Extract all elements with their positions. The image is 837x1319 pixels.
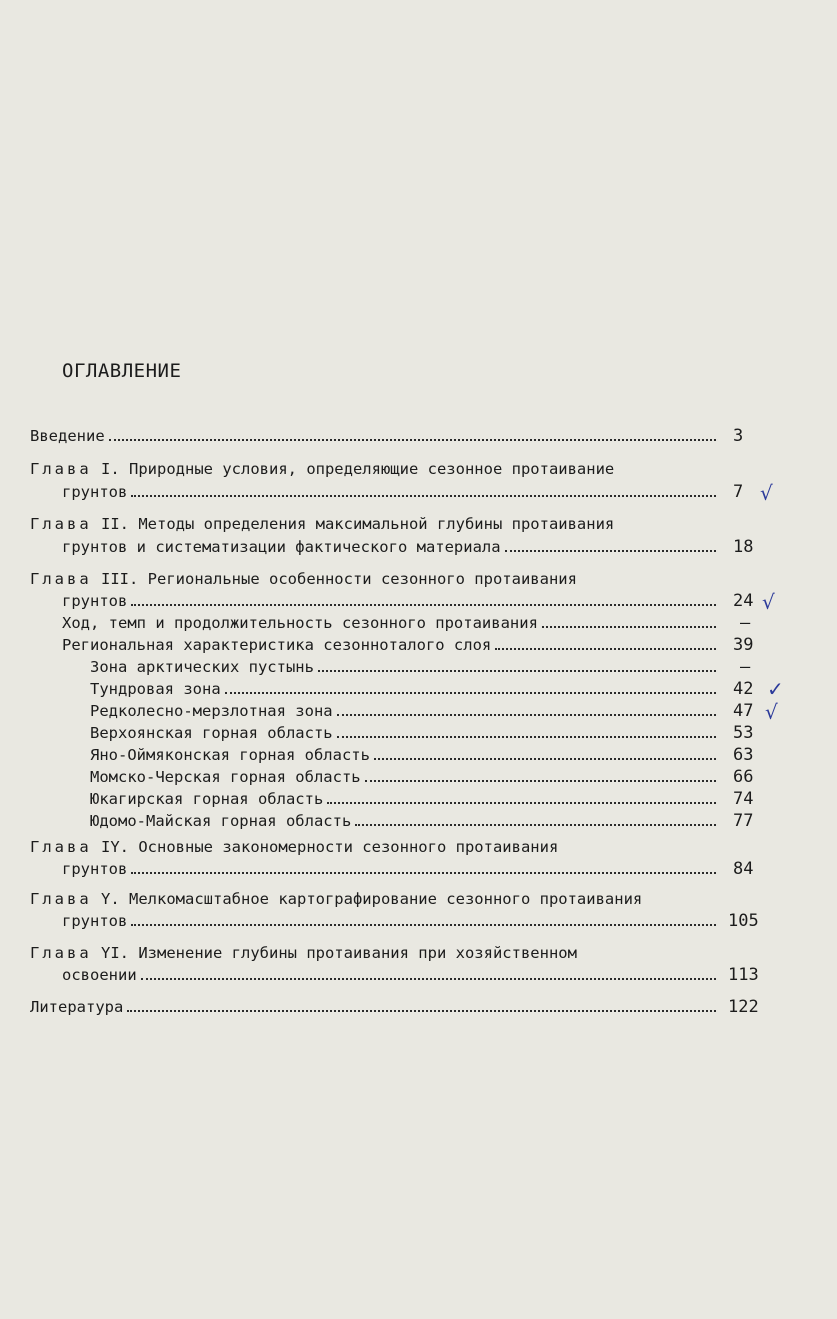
dot-leader bbox=[542, 625, 716, 628]
handwritten-checkmark: √ bbox=[765, 700, 778, 724]
toc-heading: ОГЛАВЛЕНИЕ bbox=[62, 360, 182, 382]
toc-entry-subsection[interactable] bbox=[90, 810, 720, 832]
entry-title: Y. Мелкомасштабное картографирование сезонного протаивания bbox=[101, 890, 643, 908]
chapter-prefix: Глава bbox=[30, 838, 92, 856]
entry-title: Тундровая зона bbox=[90, 680, 221, 698]
entry-title: Региональная характеристика сезонноталого слоя bbox=[62, 636, 492, 654]
page-number: 24 bbox=[733, 591, 754, 611]
entry-title: Ход, темп и продолжительность сезонного протаивания bbox=[62, 614, 538, 632]
entry-title: Литература bbox=[30, 998, 124, 1016]
toc-entry-section[interactable] bbox=[62, 612, 720, 634]
page-number: 66 bbox=[733, 767, 754, 787]
toc-entry-continuation bbox=[62, 910, 720, 932]
dot-leader bbox=[131, 871, 716, 874]
toc-entry-chapter-4[interactable] bbox=[30, 836, 558, 858]
entry-title: освоении bbox=[62, 966, 137, 984]
handwritten-checkmark: ✓ bbox=[767, 677, 784, 701]
chapter-prefix: Глава bbox=[30, 460, 92, 478]
entry-title: Юкагирская горная область bbox=[90, 790, 324, 808]
entry-title: грунтов bbox=[62, 912, 128, 930]
toc-entry-subsection[interactable] bbox=[90, 788, 720, 810]
entry-title: грунтов bbox=[62, 860, 128, 878]
dot-leader bbox=[495, 647, 716, 650]
toc-entry-chapter-2[interactable] bbox=[30, 513, 614, 535]
toc-entry-subsection[interactable] bbox=[90, 678, 720, 700]
dot-leader bbox=[337, 713, 716, 716]
page-number: 47 bbox=[733, 701, 754, 721]
entry-title: грунтов и систематизации фактического материала bbox=[62, 538, 501, 556]
page-number: 42 bbox=[733, 679, 754, 699]
toc-entry-continuation bbox=[62, 964, 720, 986]
entry-title: Редколесно-мерзлотная зона bbox=[90, 702, 333, 720]
entry-title: грунтов bbox=[62, 592, 128, 610]
chapter-prefix: Глава bbox=[30, 515, 92, 533]
dot-leader bbox=[225, 691, 716, 694]
toc-entry-section[interactable] bbox=[62, 634, 720, 656]
entry-title: YI. Изменение глубины протаивания при хозяйственном bbox=[101, 944, 577, 962]
entry-title: IY. Основные закономерности сезонного протаивания bbox=[101, 838, 559, 856]
dot-leader bbox=[365, 779, 716, 782]
dot-leader bbox=[109, 438, 716, 441]
dot-leader bbox=[505, 549, 716, 552]
toc-entry-chapter-1[interactable] bbox=[30, 458, 614, 480]
toc-entry-chapter-5[interactable] bbox=[30, 888, 642, 910]
entry-title: I. Природные условия, определяющие сезонное протаивание bbox=[101, 460, 615, 478]
page-number: 113 bbox=[728, 965, 759, 985]
entry-title: Юдомо-Майская горная область bbox=[90, 812, 352, 830]
entry-title: Зона арктических пустынь bbox=[90, 658, 314, 676]
toc-entry-continuation bbox=[62, 536, 720, 558]
dot-leader bbox=[318, 669, 716, 672]
toc-entry-introduction[interactable] bbox=[30, 425, 720, 447]
page-number: 74 bbox=[733, 789, 754, 809]
toc-entry-continuation bbox=[62, 481, 720, 503]
page-number: – bbox=[740, 657, 751, 677]
entry-title: Введение bbox=[30, 427, 105, 445]
toc-entry-subsection[interactable] bbox=[90, 656, 720, 678]
toc-entry-chapter-3[interactable] bbox=[30, 568, 577, 590]
dot-leader bbox=[127, 1009, 716, 1012]
entry-title: III. Региональные особенности сезонного протаивания bbox=[101, 570, 577, 588]
entry-title: Яно-Оймяконская горная область bbox=[90, 746, 370, 764]
page-number: 7 bbox=[733, 482, 744, 502]
page-number: 3 bbox=[733, 426, 744, 446]
dot-leader bbox=[141, 977, 716, 980]
chapter-prefix: Глава bbox=[30, 944, 92, 962]
entry-title: грунтов bbox=[62, 483, 128, 501]
chapter-prefix: Глава bbox=[30, 570, 92, 588]
handwritten-checkmark: √ bbox=[760, 481, 773, 505]
page-number: 77 bbox=[733, 811, 754, 831]
dot-leader bbox=[131, 923, 716, 926]
entry-title: II. Методы определения максимальной глубины протаивания bbox=[101, 515, 615, 533]
entry-title: Верхоянская горная область bbox=[90, 724, 333, 742]
toc-entry-continuation bbox=[62, 858, 720, 880]
toc-entry-continuation bbox=[62, 590, 720, 612]
page-number: 105 bbox=[728, 911, 759, 931]
chapter-prefix: Глава bbox=[30, 890, 92, 908]
toc-entry-subsection[interactable] bbox=[90, 744, 720, 766]
toc-entry-chapter-6[interactable] bbox=[30, 942, 577, 964]
dot-leader bbox=[131, 494, 716, 497]
toc-entry-subsection[interactable] bbox=[90, 700, 720, 722]
page-number: 122 bbox=[728, 997, 759, 1017]
entry-title: Момско-Черская горная область bbox=[90, 768, 361, 786]
dot-leader bbox=[374, 757, 716, 760]
dot-leader bbox=[337, 735, 716, 738]
toc-entry-literature[interactable] bbox=[30, 996, 720, 1018]
page-number: – bbox=[740, 613, 751, 633]
page-number: 84 bbox=[733, 859, 754, 879]
page-number: 39 bbox=[733, 635, 754, 655]
dot-leader bbox=[355, 823, 716, 826]
page-number: 63 bbox=[733, 745, 754, 765]
page-number: 53 bbox=[733, 723, 754, 743]
page-number: 18 bbox=[733, 537, 754, 557]
handwritten-checkmark: √ bbox=[762, 590, 775, 614]
dot-leader bbox=[131, 603, 716, 606]
toc-entry-subsection[interactable] bbox=[90, 722, 720, 744]
toc-entry-subsection[interactable] bbox=[90, 766, 720, 788]
dot-leader bbox=[327, 801, 716, 804]
